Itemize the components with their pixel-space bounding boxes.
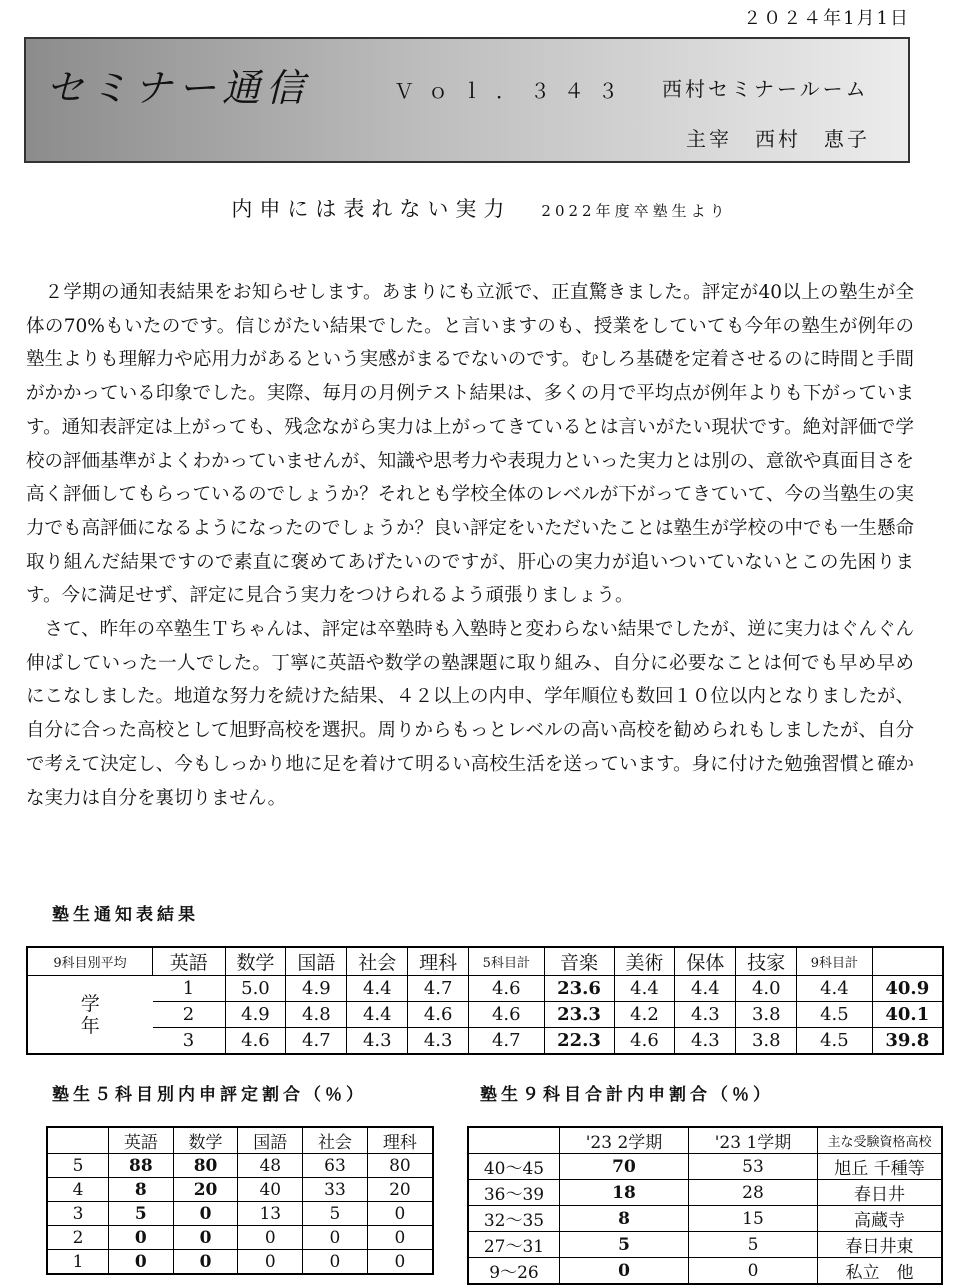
table-cell: 4.6 <box>614 1028 675 1055</box>
table-cell: 4.9 <box>225 1002 286 1028</box>
table-cell: 5.0 <box>225 976 286 1002</box>
table-cell: 5 <box>303 1202 368 1226</box>
table-cell: 4.4 <box>797 976 872 1002</box>
table-cell: 5 <box>560 1232 689 1258</box>
score-cell: 3 <box>47 1202 109 1226</box>
organization-name: 西村セミナールーム <box>662 77 869 101</box>
year-label <box>27 976 153 1055</box>
table-cell: 4.4 <box>347 976 408 1002</box>
table-cell: 0 <box>303 1226 368 1250</box>
table-cell: 80 <box>367 1154 433 1178</box>
table-cell: 80 <box>173 1154 238 1178</box>
table3-title: 塾生９科目合計内申割合（％） <box>480 1085 774 1105</box>
table-cell: 39.8 <box>872 1028 943 1055</box>
table-cell: 4.8 <box>286 1002 347 1028</box>
table-cell: 40 <box>238 1178 303 1202</box>
table-cell: 0 <box>109 1250 174 1275</box>
column-header: 理科 <box>367 1127 433 1154</box>
table-cell: 18 <box>560 1180 689 1206</box>
table-cell: 4.9 <box>286 976 347 1002</box>
table-cell: 4.4 <box>675 976 736 1002</box>
table-cell: 4.0 <box>736 976 797 1002</box>
headline-main: 内申には表れない実力 <box>231 197 512 221</box>
table-row <box>47 1202 433 1226</box>
column-header: 保体 <box>675 947 736 976</box>
table-cell: 4.4 <box>614 976 675 1002</box>
table-cell: 3.8 <box>736 1028 797 1055</box>
column-header: 国語 <box>286 947 347 976</box>
article-body <box>26 276 914 815</box>
table-cell: 0 <box>238 1250 303 1275</box>
column-header: 9科目計 <box>797 947 872 976</box>
column-header: '23 1学期 <box>689 1127 818 1154</box>
column-header: 美術 <box>614 947 675 976</box>
column-header: 数学 <box>173 1127 238 1154</box>
table-cell: 20 <box>173 1178 238 1202</box>
table-row <box>27 1028 943 1055</box>
table-header-row <box>27 947 943 976</box>
volume-number: Ｖｏｌ．３４３ <box>394 79 632 103</box>
table-cell: 40.1 <box>872 1002 943 1028</box>
table-row <box>27 976 943 1002</box>
table-cell: 8 <box>560 1206 689 1232</box>
table-cell: 0 <box>367 1250 433 1275</box>
table-cell: 3.8 <box>736 1002 797 1028</box>
table-row <box>468 1258 942 1285</box>
table-cell: 53 <box>689 1154 818 1180</box>
table-row <box>47 1226 433 1250</box>
school-cell: 旭丘 千種等 <box>818 1154 943 1180</box>
column-header: 技家 <box>736 947 797 976</box>
table-cell: 4.3 <box>408 1028 469 1055</box>
column-header: 社会 <box>303 1127 368 1154</box>
school-cell: 高蔵寺 <box>818 1206 943 1232</box>
article-headline <box>0 193 960 223</box>
paragraph-1: ２学期の通知表結果をお知らせします。あまりにも立派で、正直驚きました。評定が40以上の塾生が全体の70%もいたのです。信じがたい結果でした。と言いますのも、授業をしていても今年の塾生が例年の塾生よりも理解力や応用力があるという実感がまるでないのです。むしろ基礎を定着させるのに時間と手間がかかっている印象でした。実際、毎月の月例テスト結果は、多くの月で平均点が例年よりも下がっています。通知表評定は上がっても、残念ながら実力は上がってきているとは言いがたい現状です。絶対評価で学校の評価基準がよくわかっていませんが、知識や思考力や表現力といった実力とは別の、意欲や真面目さを高く評価してもらっているのでしょうか？それとも学校全体のレベルが下がってきていて、今の当塾生の実力でも高評価になるようになったのでしょうか？良い評定をいただいたことは塾生が学校の中でも一生懸命取り組んだ結果ですので素直に褒めてあげたいのですが、肝心の実力が追いついていないとこの先困ります。今に満足せず、評定に見合う実力をつけられるよう頑張りましょう。 <box>26 282 915 607</box>
newsletter-logo: セミナー通信 <box>46 66 311 110</box>
table-cell: 4.3 <box>347 1028 408 1055</box>
school-cell: 私立 他 <box>818 1258 943 1285</box>
table-row <box>468 1154 942 1180</box>
table-cell: 33 <box>303 1178 368 1202</box>
column-header: 5科目計 <box>469 947 544 976</box>
table2-title: 塾生５科目別内申評定割合（％） <box>52 1085 367 1105</box>
table-header-row <box>468 1127 942 1154</box>
table-row <box>47 1154 433 1178</box>
table-cell: 8 <box>109 1178 174 1202</box>
table-cell: 4.6 <box>469 1002 544 1028</box>
table-cell: 23.3 <box>544 1002 614 1028</box>
column-header: 理科 <box>408 947 469 976</box>
table1-title: 塾生通知表結果 <box>52 905 199 925</box>
range-cell: 32〜35 <box>468 1206 560 1232</box>
table-cell: 70 <box>560 1154 689 1180</box>
column-header: 主な受験資格高校 <box>818 1127 943 1154</box>
table-cell: 88 <box>109 1154 174 1178</box>
score-cell: 5 <box>47 1154 109 1178</box>
column-header: 英語 <box>109 1127 174 1154</box>
table-cell: 48 <box>238 1154 303 1178</box>
table-cell: 4.7 <box>469 1028 544 1055</box>
headline-sub: 2022年度卒塾生より <box>541 202 729 220</box>
report-card-table <box>26 946 944 1055</box>
grade-cell: 2 <box>153 1002 226 1028</box>
table-cell: 63 <box>303 1154 368 1178</box>
table-cell: 28 <box>689 1180 818 1206</box>
table-row <box>468 1232 942 1258</box>
table-corner: 9科目別平均 <box>27 947 153 976</box>
table-cell: 4.4 <box>347 1002 408 1028</box>
column-header: 国語 <box>238 1127 303 1154</box>
table-cell: 23.6 <box>544 976 614 1002</box>
range-cell: 9〜26 <box>468 1258 560 1285</box>
newsletter-header <box>24 37 910 163</box>
school-cell: 春日井 <box>818 1180 943 1206</box>
table-row <box>468 1180 942 1206</box>
column-header: '23 2学期 <box>560 1127 689 1154</box>
table-cell: 5 <box>109 1202 174 1226</box>
year-label-text: 学年 <box>80 992 100 1037</box>
table-cell: 4.7 <box>286 1028 347 1055</box>
table-cell: 4.3 <box>675 1002 736 1028</box>
table-cell: 20 <box>367 1178 433 1202</box>
table-cell: 4.5 <box>797 1002 872 1028</box>
table-cell: 0 <box>238 1226 303 1250</box>
table-corner <box>47 1127 109 1154</box>
grade-cell: 3 <box>153 1028 226 1055</box>
table-cell: 5 <box>689 1232 818 1258</box>
table-cell: 15 <box>689 1206 818 1232</box>
table-cell: 4.2 <box>614 1002 675 1028</box>
table-cell: 0 <box>560 1258 689 1285</box>
table-cell: 0 <box>689 1258 818 1285</box>
table-row <box>47 1178 433 1202</box>
table-cell: 4.6 <box>225 1028 286 1055</box>
column-header: 英語 <box>153 947 226 976</box>
table-cell: 0 <box>109 1226 174 1250</box>
table-cell: 4.3 <box>675 1028 736 1055</box>
school-cell: 春日井東 <box>818 1232 943 1258</box>
table-header-row <box>47 1127 433 1154</box>
issue-date: ２０２４年1月1日 <box>743 8 910 29</box>
table-cell: 22.3 <box>544 1028 614 1055</box>
table-cell: 40.9 <box>872 976 943 1002</box>
table-cell: 0 <box>367 1226 433 1250</box>
table-row <box>47 1250 433 1275</box>
paragraph-2: さて、昨年の卒塾生Ｔちゃんは、評定は卒塾時も入塾時と変わらない結果でしたが、逆に実力はぐんぐん伸ばしていった一人でした。丁寧に英語や数学の塾課題に取り組み、自分に必要なことは何でも早め早めにこなしました。地道な努力を続けた結果、４２以上の内申、学年順位も数回１０位以内となりましたが、自分に合った高校として旭野高校を選択。周りからもっとレベルの高い高校を勧められもしましたが、自分で考えて決定し、今もしっかり地に足を着けて明るい高校生活を送っています。身に付けた勉強習慣と確かな実力は自分を裏切りません。 <box>26 619 915 809</box>
table-cell: 4.6 <box>469 976 544 1002</box>
table-cell: 13 <box>238 1202 303 1226</box>
owner-name: 主宰 西村 恵子 <box>686 127 870 151</box>
table-cell: 0 <box>173 1202 238 1226</box>
range-cell: 40〜45 <box>468 1154 560 1180</box>
nine-subject-ratio-table <box>467 1126 943 1285</box>
five-subject-ratio-table <box>46 1126 434 1275</box>
table-cell: 4.6 <box>408 1002 469 1028</box>
table-cell: 0 <box>367 1202 433 1226</box>
score-cell: 2 <box>47 1226 109 1250</box>
table-cell: 0 <box>173 1250 238 1275</box>
range-cell: 36〜39 <box>468 1180 560 1206</box>
column-header: 数学 <box>225 947 286 976</box>
table-cell: 4.7 <box>408 976 469 1002</box>
score-cell: 1 <box>47 1250 109 1275</box>
column-header: 社会 <box>347 947 408 976</box>
table-row <box>468 1206 942 1232</box>
table-cell: 0 <box>173 1226 238 1250</box>
grade-cell: 1 <box>153 976 226 1002</box>
table-cell: 0 <box>303 1250 368 1275</box>
score-cell: 4 <box>47 1178 109 1202</box>
table-row <box>27 1002 943 1028</box>
range-cell: 27〜31 <box>468 1232 560 1258</box>
column-header: 音楽 <box>544 947 614 976</box>
table-corner <box>468 1127 560 1154</box>
table-cell: 4.5 <box>797 1028 872 1055</box>
